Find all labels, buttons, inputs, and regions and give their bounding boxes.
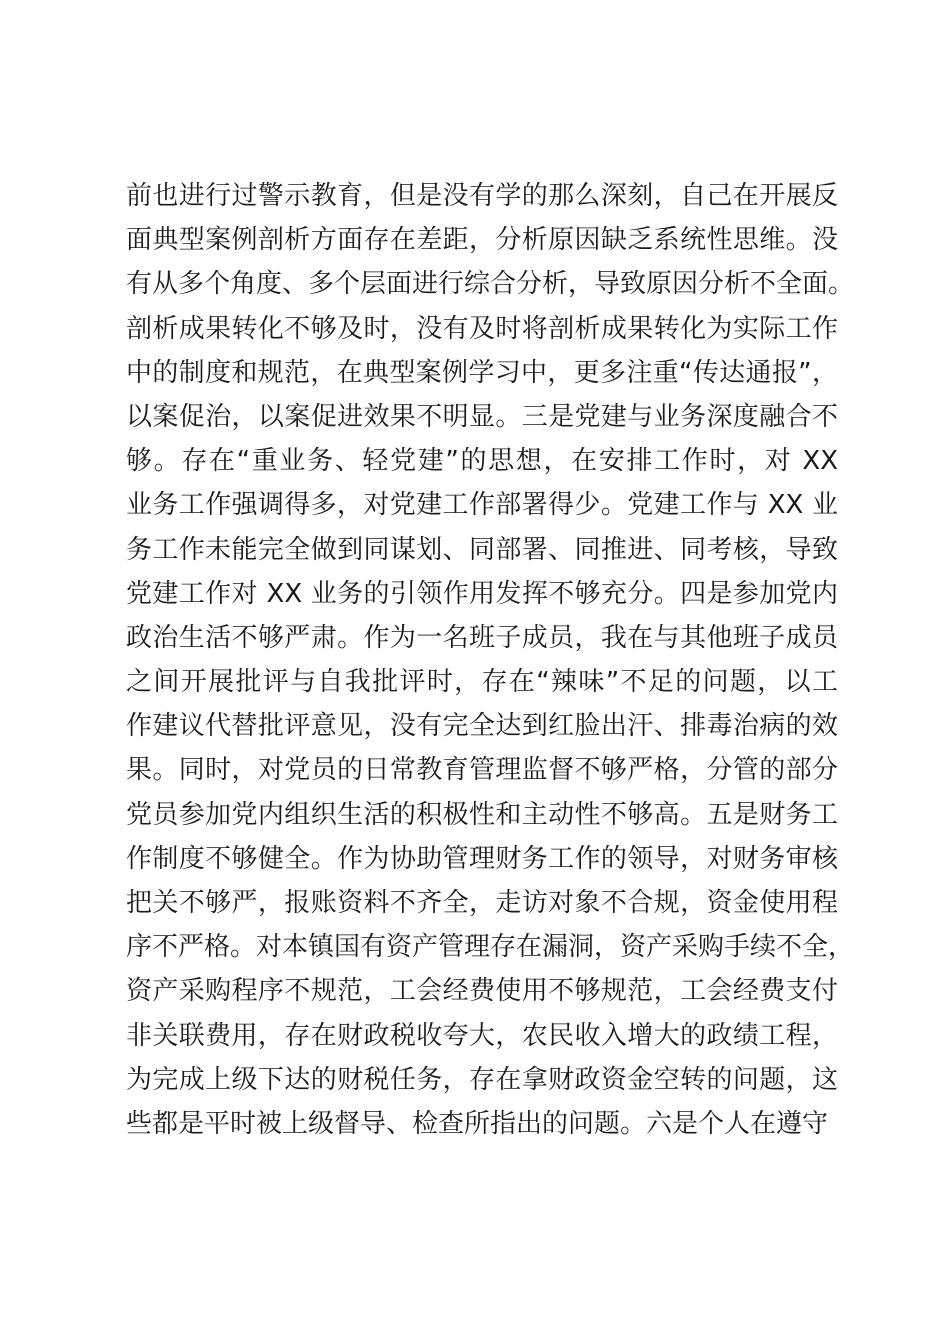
text-line: 中的制度和规范，在典型案例学习中，更多注重“传达通报”， [126, 357, 838, 388]
text-line: 党建工作对 XX 业务的引领作用发挥不够充分。四是参加党内 [126, 578, 838, 609]
text-line: 剖析成果转化不够及时，没有及时将剖析成果转化为实际工作 [126, 313, 838, 344]
text-line: 作建议代替批评意见，没有完全达到红脸出汗、排毒治病的效 [126, 711, 838, 742]
text-line: 党员参加党内组织生活的积极性和主动性不够高。五是财务工 [126, 799, 838, 830]
text-line: 有从多个角度、多个层面进行综合分析，导致原因分析不全面。 [126, 269, 855, 300]
text-line: 够。存在“重业务、轻党建”的思想，在安排工作时，对 XX [126, 446, 838, 477]
text-line: 前也进行过警示教育，但是没有学的那么深刻，自己在开展反 [126, 181, 838, 211]
text-line: 务工作未能完全做到同谋划、同部署、同推进、同考核，导致 [126, 534, 838, 565]
text-line: 作制度不够健全。作为协助管理财务工作的领导，对财务审核 [126, 843, 838, 874]
body-text [126, 174, 855, 1146]
text-line: 些都是平时被上级督导、检查所指出的问题。六是个人在遵守 [126, 1108, 829, 1139]
text-line: 资产采购程序不规范，工会经费使用不够规范，工会经费支付 [126, 976, 838, 1007]
text-line: 果。同时，对党员的日常教育管理监督不够严格，分管的部分 [126, 755, 838, 786]
text-line: 把关不够严，报账资料不齐全，走访对象不合规，资金使用程 [126, 888, 838, 918]
text-line: 之间开展批评与自我批评时，存在“辣味”不足的问题，以工 [126, 667, 838, 698]
text-line: 以案促治，以案促进效果不明显。三是党建与业务深度融合不 [126, 401, 838, 432]
text-line: 面典型案例剖析方面存在差距，分析原因缺乏系统性思维。没 [126, 225, 838, 256]
text-line: 政治生活不够严肃。作为一名班子成员，我在与其他班子成员 [126, 622, 838, 653]
text-line: 非关联费用，存在财政税收夸大，农民收入增大的政绩工程， [126, 1020, 838, 1051]
text-line: 业务工作强调得多，对党建工作部署得少。党建工作与 XX 业 [126, 490, 838, 521]
text-line: 为完成上级下达的财税任务，存在拿财政资金空转的问题，这 [126, 1064, 838, 1095]
text-line: 序不严格。对本镇国有资产管理存在漏洞，资产采购手续不全， [126, 932, 855, 963]
